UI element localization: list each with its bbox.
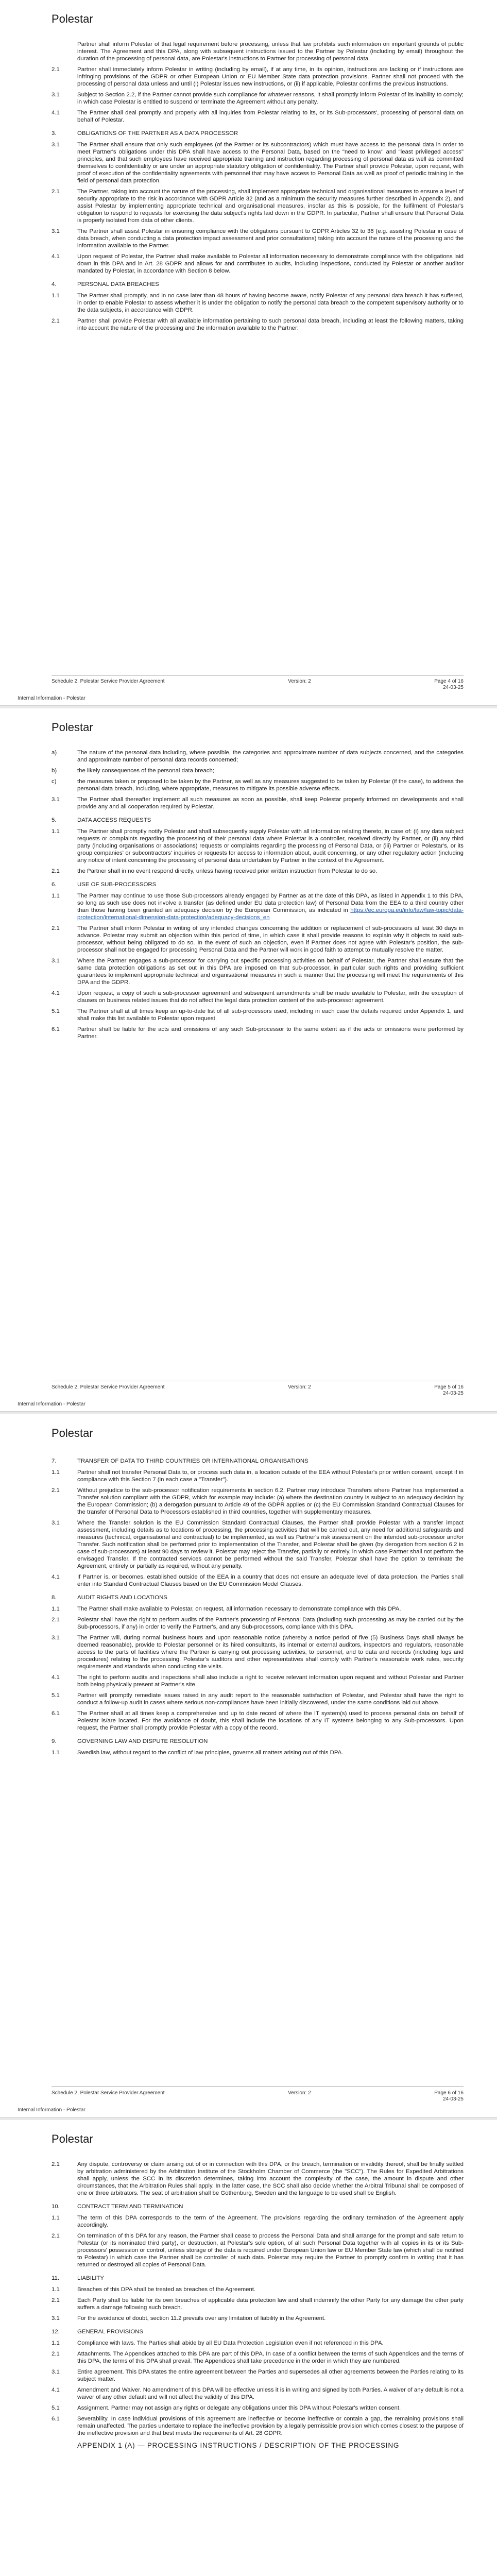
section-heading: USE OF SUB-PROCESSORS bbox=[77, 882, 157, 888]
appendix-title: APPENDIX 1 (A) — PROCESSING INSTRUCTIONS / DESCRIPTION OF THE PROCESSING bbox=[77, 2442, 400, 2449]
page-content: a) The nature of the personal data including, where possible, the categories and approximate number of data subjects concerned, and the categories and approximate number of personal data records concerned; b) the likely consequences of the personal data breach; c) the measures taken or proposed to be taken by the Partner, as well as any measures suggested to be taken by Polestar (if the case), to address the personal data breach, including, where appropriate, measures to mitigate its possible adverse effects. 3.1 The Partner shall thereafter implement all such measures as soon as possible, shall keep Polestar properly informed on developments and shall provide any and all cooperation required by Polestar. 5. DATA ACCESS REQUESTS 1.1 The Partner shall promptly notify Polestar and shall subsequently supply Polestar with all information relating thereto, in case of: (i) any data subject requests or complaints regarding the processing of their personal data where Polestar is a controller, received directly by Partner, or (ii) any third party (including organisations or associations) requests or complaints regarding the processing of Personal Data, or (iii) Partner or Polestar's, or its group companies' or subcontractors' inquiries or requests for access to information about, audit concerning, or any other regulatory action (including any notice of intent concerning the processing of personal data undertaken by Partner in the context of the Agreement. 2.1 the Partner shall in no event respond directly, unless having received prior written instruction from Polestar to do so. 6. USE OF SUB-PROCESSORS 1.1 The Partner may continue to use those Sub-processors already engaged by Partner as at the date of this DPA, as listed in Appendix 1 to this DPA, so long as such use does not involve a transfer (as defined under EU data protection law) of Personal Data from the EEA to a third country other than those having been granted an adequacy decision by the European Commission, as indicated in https://ec.europa.eu/info/law/law-topic/data-protection/international-dimension-data-protection/adequacy-decisions_en 2.1 The Partner shall inform Polestar in writing of any intended changes concerning the addition or replacement of sub-processors at least 30 days in advance. Polestar may submit an objection within this period of time, in which case it shall provide reasons to explain why it objects to said sub-processor, without being obligated to do so. In the event of such an objection, even if Partner does not agree with Polestar's position, the sub-processor shall not be engaged for processing Personal Data and the Partner will work in good faith to attempt to mutually resolve the matter. 3.1 Where the Partner engages a sub-processor for carrying out specific processing activities on behalf of Polestar, the Partner shall ensure that the same data protection obligations as set out in this DPA are imposed on that sub-processor, in particular such rights and providing sufficient guarantees to implement appropriate technical and organisational measures in such a manner that the processing will meet the requirements of this DPA and the GDPR. 4.1 Upon request, a copy of such a sub-processor agreement and subsequent amendments shall be made available to Polestar, with the exception of clauses on business related issues that do not affect the legal data protection content of the sub-processor agreement. 5.1 The Partner shall at all times keep an up-to-date list of all sub-processors used, including in each case the details required under Appendix 1, and shall make this list available to Polestar upon request. 6.1 Partner shall be liable for the acts and omissions of any such Sub-processor to the same extent as if the acts or omissions were performed by Partner. bbox=[52, 750, 464, 1040]
internal-info-label: Internal Information - Polestar bbox=[18, 2107, 85, 2113]
page-4 bbox=[0, 0, 497, 706]
brand-logo: Polestar bbox=[52, 2132, 93, 2145]
section-heading: GENERAL PROVISIONS bbox=[77, 2329, 144, 2335]
page-footer: Schedule 2, Polestar Service Provider Agreement Version: 2 Page 6 of 16 24-03-25 bbox=[52, 2087, 464, 2103]
page-7 bbox=[0, 2120, 497, 2576]
paragraph: Partner shall inform Polestar of that legal requirement before processing, unless that law prohibits such information on important grounds of public interest. The Agreement and this DPA, along with subsequent instructions issued to the Partner by Polestar (including by email) throughout the duration of the processing of personal data, are Polestar's instructions to Partner for processing of personal data. bbox=[77, 41, 464, 62]
section-heading: PERSONAL DATA BREACHES bbox=[77, 281, 159, 287]
internal-info-label: Internal Information - Polestar bbox=[18, 696, 85, 701]
page-footer: Schedule 2, Polestar Service Provider Agreement Version: 2 Page 5 of 16 24-03-25 bbox=[52, 1381, 464, 1397]
page-6 bbox=[0, 1414, 497, 2117]
section-heading: AUDIT RIGHTS AND LOCATIONS bbox=[77, 1595, 167, 1601]
section-heading: CONTRACT TERM AND TERMINATION bbox=[77, 2204, 183, 2210]
section-heading: GOVERNING LAW AND DISPUTE RESOLUTION bbox=[77, 1738, 208, 1744]
adequacy-decisions-link[interactable]: https://ec.europa.eu/info/law/law-topic/data-protection/international-dimension-data-protection/adequacy-decisions_en bbox=[77, 907, 464, 921]
page-content: 2.1 Any dispute, controversy or claim arising out of or in connection with this DPA, or the breach, termination or invalidity thereof, shall be finally settled by arbitration administered by the Arbitration Institute of the Stockholm Chamber of Commerce (the "SCC"). The Rules for Expedited Arbitrations shall apply, unless the SCC in its discretion determines, taking into account the complexity of the case, the amount in dispute and other circumstances, that the Arbitration Rules shall apply. In the latter case, the SCC shall also decide whether the Arbitral Tribunal shall be composed of one or three arbitrators. The seat of arbitration shall be Gothenburg, Sweden and the language to be used shall be English. 10. CONTRACT TERM AND TERMINATION 1.1 The term of this DPA corresponds to the term of the Agreement. The provisions regarding the ordinary termination of the Agreement apply accordingly. 2.1 On termination of this DPA for any reason, the Partner shall cease to process the Personal Data and shall arrange for the prompt and safe return to Polestar (or its nominated third party), or destruction, at Polestar's sole option, of all such Personal Data together with all copies in its or its Sub-processors' possession or control, unless storage of the data is required under European Union law or EU Member State law (which shall be notified to Polestar) in which case the Partner shall be controller of such data. Polestar may require the Partner to promptly confirm in writing that it has returned or destroyed all copies of Personal Data. 11. LIABILITY 1.1 Breaches of this DPA shall be treated as breaches of the Agreement. 2.1 Each Party shall be liable for its own breaches of applicable data protection law and shall indemnify the other Party for any damage the other party suffers a damage following such breach. 3.1 For the avoidance of doubt, section 11.2 prevails over any limitation of liability in the Agreement. 12. GENERAL PROVISIONS 1.1 Compliance with laws. The Parties shall abide by all EU Data Protection Legislation even if not referenced in this DPA. 2.1 Attachments. The Appendices attached to this DPA are part of this DPA. In case of a conflict between the terms of such Appendices and the terms of this DPA, the terms of this DPA shall prevail. The Appendices shall take precedence in the order in which they are numbered. 3.1 Entire agreement. This DPA states the entire agreement between the Parties and supersedes all other agreements between the Parties relating to its subject matter. 4.1 Amendment and Waiver. No amendment of this DPA will be effective unless it is in writing and signed by both Parties. A waiver of any default is not a waiver of any other default and will not affect the validity of this DPA. 5.1 Assignment. Partner may not assign any rights or delegate any obligations under this DPA without Polestar's written consent. 6.1 Severability. In case individual provisions of this agreement are ineffective or become ineffective or contain a gap, the remaining provisions shall remain unaffected. The parties undertake to replace the ineffective provision by a legally permissible provision which comes closest to the purpose of the ineffective provision and that best meets the requirements of Art. 28 GDPR. APPENDIX 1 (A) — PROCESSING INSTRUCTIONS / DESCRIPTION OF THE PROCESSING bbox=[52, 2161, 464, 2449]
page-content: Partner shall inform Polestar of that legal requirement before processing, unless that law prohibits such information on important grounds of public interest. The Agreement and this DPA, along with subsequent instructions issued to the Partner by Polestar (including by email) throughout the duration of the processing of personal data, are Polestar's instructions to Partner for processing of personal data. 2.1 Partner shall immediately inform Polestar in writing (including by email), if at any time, in its opinion, instructions are lacking or if instructions are infringing provisions of the GDPR or other European Union or EU Member State data protection provisions. Partner shall not proceed with the processing of personal data unless and until (i) Polestar issues new instructions, or (ii) if applicable, Polestar confirms the previous instructions. 3.1 Subject to Section 2.2, if the Partner cannot provide such compliance for whatever reasons, it shall promptly inform Polestar of its inability to comply; in which case Polestar is entitled to suspend or terminate the Agreement without any penalty. 4.1 The Partner shall deal promptly and properly with all inquiries from Polestar relating to its, or its Sub-processors', processing of personal data on behalf of Polestar. 3. OBLIGATIONS OF THE PARTNER AS A DATA PROCESSOR 3.1 The Partner shall ensure that only such employees (of the Partner or its subcontractors) which must have access to the personal data in order to meet Partner's obligations under this DPA shall have access to the Personal Data, based on the "need to know" and "least privileged access" principles, and that such employees have received appropriate training and instruction regarding processing of personal data as well as committed themselves to confidentiality or are under an appropriate statutory obligation of confidentiality. The Partner shall provide Polestar, upon request, with proof of execution of the confidentiality agreements with personnel that may have access to Personal Data as well as proof of periodic training in the field of personal data protection. 2.1 The Partner, taking into account the nature of the processing, shall implement appropriate technical and organisational measures to ensure a level of security appropriate to the risk in accordance with GDPR Article 32 (and as a minimum the security measures further described in Appendix 2), and assist Polestar by implementing appropriate technical and organisational measures, insofar as this is possible, for the fulfilment of Polestar's obligation to respond to requests for exercising the data subject's rights laid down in the GDPR. In particular, Partner shall ensure that Personal Data is properly isolated from data of other clients. 3.1 The Partner shall assist Polestar in ensuring compliance with the obligations pursuant to GDPR Articles 32 to 36 (e.g. assisting Polestar in case of data breach, when conducting a data protection impact assessment and prior consultations) taking into account the nature of the processing and the information available to the Partner. 4.1 Upon request of Polestar, the Partner shall make available to Polestar all information necessary to demonstrate compliance with the obligations laid down in this DPA and in Art. 28 GDPR and allows for and contributes to audits, including inspections, conducted by Polestar or another auditor mandated by Polestar, in accordance with Section 8 below. 4. PERSONAL DATA BREACHES 1.1 The Partner shall promptly, and in no case later than 48 hours of having become aware, notify Polestar of any personal data breach it has suffered, in order to enable Polestar to assess whether it is under the obligation to notify the personal data breach to the competent supervisory authority or to the data subjects, in accordance with GDPR. 2.1 Partner shall provide Polestar with all available information pertaining to such personal data breach, including at least the following matters, taking into account the nature of the processing and the information available to the Partner: bbox=[52, 41, 464, 331]
internal-info-label: Internal Information - Polestar bbox=[18, 1401, 85, 1407]
section-heading: LIABILITY bbox=[77, 2275, 104, 2281]
brand-logo: Polestar bbox=[52, 1427, 93, 1439]
page-5 bbox=[0, 708, 497, 1412]
section-heading: DATA ACCESS REQUESTS bbox=[77, 817, 151, 823]
brand-logo: Polestar bbox=[52, 12, 93, 25]
page-content: 7. TRANSFER OF DATA TO THIRD COUNTRIES OR INTERNATIONAL ORGANISATIONS 1.1 Partner shall not transfer Personal Data to, or process such data in, a location outside of the EEA without Polestar's prior written consent, except if in compliance with this Section 7 (in each case a "Transfer"). 2.1 Without prejudice to the sub-processor notification requirements in section 6.2, Partner may introduce Transfers where Partner has implemented a Transfer solution compliant with the GDPR, which for example may include: (a) where the destination country is subject to an adequacy decision by the European Commission; (b) a derogation pursuant to Article 49 of the GDPR applies or (c) the EU Commission Standard Contractual Clauses for the transfer of Personal Data to Processors established in third countries, together with supplementary measures. 3.1 Where the Transfer solution is the EU Commission Standard Contractual Clauses, the Partner shall provide Polestar with a transfer impact assessment, including details as to locations of processing, the processing activities that will be carried out, any need for additional safeguards and measures (technical, organisational and contractual) to be implemented, as well as Partner's risk assessment on the intended sub-processor and/or Transfer. Such notification shall be performed prior to implementation of the Transfer, and Polestar shall be given (by derogation from section 6.2 in case of sub-processors) at least 90 days to review it. Polestar may reject the Transfer, partially or entirely, in which case Partner shall not perform the envisaged Transfer. If the contracted services cannot be performed without the said Transfer, Polestar shall have the option to terminate the Agreement, entirely or partially as required, without any penalty. 4.1 If Partner is, or becomes, established outside of the EEA in a country that does not ensure an adequate level of data protection, the Parties shall enter into Standard Contractual Clauses based on the EU Commission Model Clauses. 8. AUDIT RIGHTS AND LOCATIONS 1.1 The Partner shall make available to Polestar, on request, all information necessary to demonstrate compliance with this DPA. 2.1 Polestar shall have the right to perform audits of the Partner's processing of Personal Data (including such processing as may be carried out by the Sub-processors, if any) in order to verify the Partner's, and any Sub-processors, compliance with this DPA. 3.1 The Partner will, during normal business hours and upon reasonable notice (whereby a notice period of five (5) Business Days shall always be deemed reasonable), provide to Polestar personnel or its hired consultants, its internal or external auditors, inspectors and regulators, reasonable access to the parts of facilities where the Partner is carrying out processing activities, to personnel, and to data and records (including logs and procedures) relating to the processing. Polestar's auditors and other representatives shall comply with Partner's reasonable work rules, security requirements and standards when conducting site visits. 4.1 The right to perform audits and inspections shall also include a right to receive relevant information upon request and without Polestar and Partner both being physically present at Partner's site. 5.1 Partner will promptly remediate issues raised in any audit report to the reasonable satisfaction of Polestar, and Polestar shall have the right to conduct a follow-up audit in cases where serious non-compliances have been initially discovered, under the same conditions laid out above. 6.1 The Partner shall at all times keep a comprehensive and up to date record of where the IT system(s) used to process personal data on behalf of Polestar is/are located. For the avoidance of doubt, this shall include the locations of any IT systems belonging to any Sub-processors. Upon request, the Partner shall promptly provide Polestar with a copy of the record. 9. GOVERNING LAW AND DISPUTE RESOLUTION 1.1 Swedish law, without regard to the conflict of law principles, governs all matters arising out of this DPA. bbox=[52, 1458, 464, 1756]
section-heading: OBLIGATIONS OF THE PARTNER AS A DATA PROCESSOR bbox=[77, 130, 238, 137]
brand-logo: Polestar bbox=[52, 721, 93, 734]
section-heading: TRANSFER OF DATA TO THIRD COUNTRIES OR INTERNATIONAL ORGANISATIONS bbox=[77, 1458, 309, 1464]
page-footer: Schedule 2, Polestar Service Provider Agreement Version: 2 Page 4 of 16 24-03-25 bbox=[52, 675, 464, 691]
